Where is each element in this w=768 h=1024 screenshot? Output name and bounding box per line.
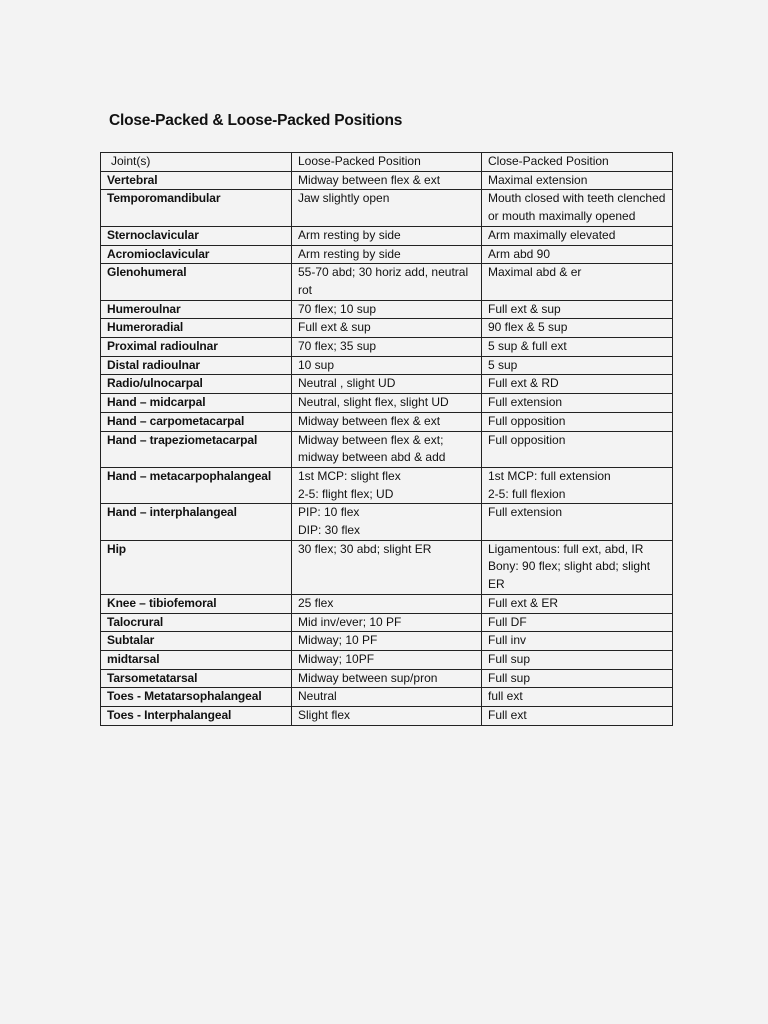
table-row [101,375,673,394]
joint-cell: Hand – trapeziometacarpal [101,431,292,467]
close-packed-cell: 1st MCP: full extension 2-5: full flexion [482,467,673,503]
table-row [101,245,673,264]
table-row [101,650,673,669]
table-row [101,707,673,726]
close-packed-cell: Full sup [482,669,673,688]
loose-packed-cell: Full ext & sup [292,319,482,338]
loose-packed-cell: Neutral, slight flex, slight UD [292,394,482,413]
close-packed-cell: Full extension [482,504,673,540]
table-body [101,171,673,725]
loose-packed-cell: Slight flex [292,707,482,726]
joint-cell: Temporomandibular [101,190,292,226]
table-row [101,356,673,375]
joint-cell: Hand – carpometacarpal [101,412,292,431]
close-packed-cell: Full extension [482,394,673,413]
close-packed-cell: Full ext & RD [482,375,673,394]
table-row [101,190,673,226]
close-packed-cell: Arm abd 90 [482,245,673,264]
close-packed-cell: Full inv [482,632,673,651]
joint-cell: Glenohumeral [101,264,292,300]
loose-packed-cell: Midway; 10 PF [292,632,482,651]
column-header-joints: Joint(s) [101,153,292,172]
table-row [101,669,673,688]
loose-packed-cell: Jaw slightly open [292,190,482,226]
joint-cell: Knee – tibiofemoral [101,594,292,613]
joint-cell: Humeroradial [101,319,292,338]
joint-positions-table [100,152,673,726]
joint-cell: Talocrural [101,613,292,632]
loose-packed-cell: 25 flex [292,594,482,613]
close-packed-cell: 5 sup [482,356,673,375]
close-packed-cell: Full ext & sup [482,300,673,319]
table-row [101,338,673,357]
joint-cell: Sternoclavicular [101,226,292,245]
loose-packed-cell: Neutral [292,688,482,707]
close-packed-cell: Full opposition [482,431,673,467]
joint-cell: Toes - Interphalangeal [101,707,292,726]
joint-cell: Hand – interphalangeal [101,504,292,540]
close-packed-cell: Ligamentous: full ext, abd, IR Bony: 90 flex; slight abd; slight ER [482,540,673,594]
joint-cell: Distal radioulnar [101,356,292,375]
joint-cell: Proximal radioulnar [101,338,292,357]
joint-cell: Hand – midcarpal [101,394,292,413]
table-row [101,688,673,707]
document-title: Close-Packed & Loose-Packed Positions [109,112,403,129]
loose-packed-cell: 70 flex; 10 sup [292,300,482,319]
close-packed-cell: Full opposition [482,412,673,431]
joint-cell: Tarsometatarsal [101,669,292,688]
close-packed-cell: 90 flex & 5 sup [482,319,673,338]
joint-cell: Vertebral [101,171,292,190]
loose-packed-cell: 55-70 abd; 30 horiz add, neutral rot [292,264,482,300]
loose-packed-cell: Midway between flex & ext [292,412,482,431]
table-header-row [101,153,673,172]
table-row [101,467,673,503]
table-row [101,504,673,540]
loose-packed-cell: 10 sup [292,356,482,375]
loose-packed-cell: 70 flex; 35 sup [292,338,482,357]
joint-cell: Subtalar [101,632,292,651]
joint-cell: Humeroulnar [101,300,292,319]
loose-packed-cell: Arm resting by side [292,226,482,245]
table-row [101,412,673,431]
joint-cell: Toes - Metatarsophalangeal [101,688,292,707]
loose-packed-cell: PIP: 10 flex DIP: 30 flex [292,504,482,540]
joint-cell: Hip [101,540,292,594]
close-packed-cell: Arm maximally elevated [482,226,673,245]
table-row [101,319,673,338]
close-packed-cell: Full ext [482,707,673,726]
loose-packed-cell: 30 flex; 30 abd; slight ER [292,540,482,594]
joint-cell: Hand – metacarpophalangeal [101,467,292,503]
loose-packed-cell: Arm resting by side [292,245,482,264]
table-row [101,540,673,594]
table-row [101,594,673,613]
close-packed-cell: Full sup [482,650,673,669]
loose-packed-cell: Midway between flex & ext; midway between abd & add [292,431,482,467]
close-packed-cell: full ext [482,688,673,707]
table-row [101,171,673,190]
table-row [101,226,673,245]
loose-packed-cell: Midway; 10PF [292,650,482,669]
joint-cell: midtarsal [101,650,292,669]
table-row [101,394,673,413]
close-packed-cell: Full ext & ER [482,594,673,613]
column-header-loose-packed: Loose-Packed Position [292,153,482,172]
close-packed-cell: Maximal abd & er [482,264,673,300]
loose-packed-cell: Midway between sup/pron [292,669,482,688]
table-row [101,632,673,651]
joint-cell: Acromioclavicular [101,245,292,264]
table-row [101,431,673,467]
table-row [101,300,673,319]
table-row [101,613,673,632]
close-packed-cell: 5 sup & full ext [482,338,673,357]
loose-packed-cell: Midway between flex & ext [292,171,482,190]
close-packed-cell: Mouth closed with teeth clenched or mouth maximally opened [482,190,673,226]
loose-packed-cell: Mid inv/ever; 10 PF [292,613,482,632]
column-header-close-packed: Close-Packed Position [482,153,673,172]
table-row [101,264,673,300]
close-packed-cell: Maximal extension [482,171,673,190]
loose-packed-cell: 1st MCP: slight flex 2-5: flight flex; UD [292,467,482,503]
loose-packed-cell: Neutral , slight UD [292,375,482,394]
close-packed-cell: Full DF [482,613,673,632]
joint-cell: Radio/ulnocarpal [101,375,292,394]
